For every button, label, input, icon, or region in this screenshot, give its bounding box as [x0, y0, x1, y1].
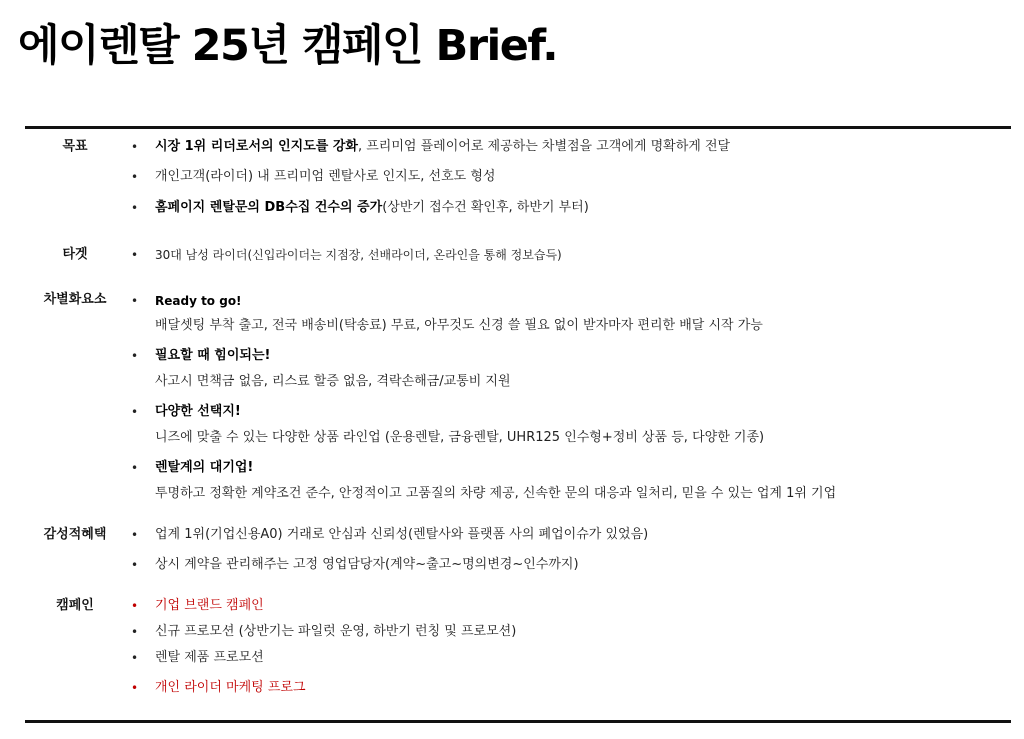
- bullet: •: [131, 140, 139, 154]
- bullet: •: [131, 170, 139, 184]
- goal-item-1: [155, 138, 730, 156]
- bullet: •: [131, 681, 139, 695]
- bottom-divider: [25, 720, 1011, 723]
- campaign-item-4: 개인 라이더 마케팅 프로그: [155, 680, 306, 695]
- campaign-item-3: 렌탈 제품 프로모션: [155, 650, 264, 665]
- diff-item-3-head: 다양한 선택지!: [155, 404, 241, 419]
- section-label-goal: 목표: [62, 139, 88, 154]
- goal-item-3-text: (상반기 접수건 확인후, 하반기 부터): [382, 200, 589, 215]
- target-item-1: 30대 남성 라이더(신입라이더는 지점장, 선배라이더, 온라인을 통해 정보습득): [155, 248, 562, 262]
- top-divider: [25, 126, 1011, 129]
- goal-item-3-emphasis: 홈페이지 렌탈문의 DB수집 건수의 증가: [155, 200, 383, 215]
- section-label-emotional: 감성적혜택: [43, 527, 107, 542]
- emotional-item-1: 업계 1위(기업신용A0) 거래로 안심과 신뢰성(렌탈사와 플랫폼 사의 폐업이슈가 있었음): [155, 527, 649, 542]
- bullet: •: [131, 294, 139, 308]
- campaign-item-1: 기업 브랜드 캠페인: [155, 598, 264, 613]
- section-label-target: 타겟: [62, 247, 88, 262]
- emotional-item-2: 상시 계약을 관리해주는 고정 영업담당자(계약~출고~명의변경~인수까지): [155, 557, 579, 572]
- goal-item-3: [155, 199, 589, 217]
- page-title: 에이렌탈 25년 캠페인 Brief.: [18, 21, 558, 71]
- bullet: •: [131, 599, 139, 613]
- section-label-differentiation: 차별화요소: [43, 292, 107, 307]
- bullet: •: [131, 201, 139, 215]
- bullet: •: [131, 349, 139, 363]
- goal-item-1-text: , 프리미엄 플레이어로 제공하는 차별점을 고객에게 명확하게 전달: [357, 139, 731, 154]
- goal-item-2-text: 개인고객(라이더) 내 프리미엄 렌탈사로 인지도, 선호도 형성: [155, 169, 496, 184]
- diff-item-1-desc: 배달셋팅 부착 출고, 전국 배송비(탁송료) 무료, 아무것도 신경 쓸 필요 없이 받자마자 편리한 배달 시작 가능: [155, 318, 763, 333]
- bullet: •: [131, 625, 139, 639]
- goal-item-1-emphasis: 시장 1위 리더로서의 인지도를 강화: [155, 139, 358, 154]
- diff-item-4-head: 렌탈계의 대기업!: [155, 460, 254, 475]
- diff-item-4-desc: 투명하고 정확한 계약조건 준수, 안정적이고 고품질의 차량 제공, 신속한 문의 대응과 일처리, 믿을 수 있는 업계 1위 기업: [155, 486, 837, 501]
- diff-item-2-head: 필요할 때 힘이되는!: [155, 348, 271, 363]
- bullet: •: [131, 248, 139, 262]
- goal-item-2: [155, 168, 495, 186]
- bullet: •: [131, 528, 139, 542]
- diff-item-3-desc: 니즈에 맞출 수 있는 다양한 상품 라인업 (운용렌탈, 금융렌탈, UHR125 인수형+정비 상품 등, 다양한 기종): [155, 430, 765, 445]
- section-label-campaign: 캠페인: [56, 598, 94, 613]
- bullet: •: [131, 461, 139, 475]
- bullet: •: [131, 405, 139, 419]
- bullet: •: [131, 558, 139, 572]
- diff-item-1-head: Ready to go!: [155, 294, 242, 308]
- bullet: •: [131, 651, 139, 665]
- campaign-item-2: 신규 프로모션 (상반기는 파일럿 운영, 하반기 런칭 및 프로모션): [155, 624, 517, 639]
- diff-item-2-desc: 사고시 면책금 없음, 리스료 할증 없음, 격락손해금/교통비 지원: [155, 374, 511, 389]
